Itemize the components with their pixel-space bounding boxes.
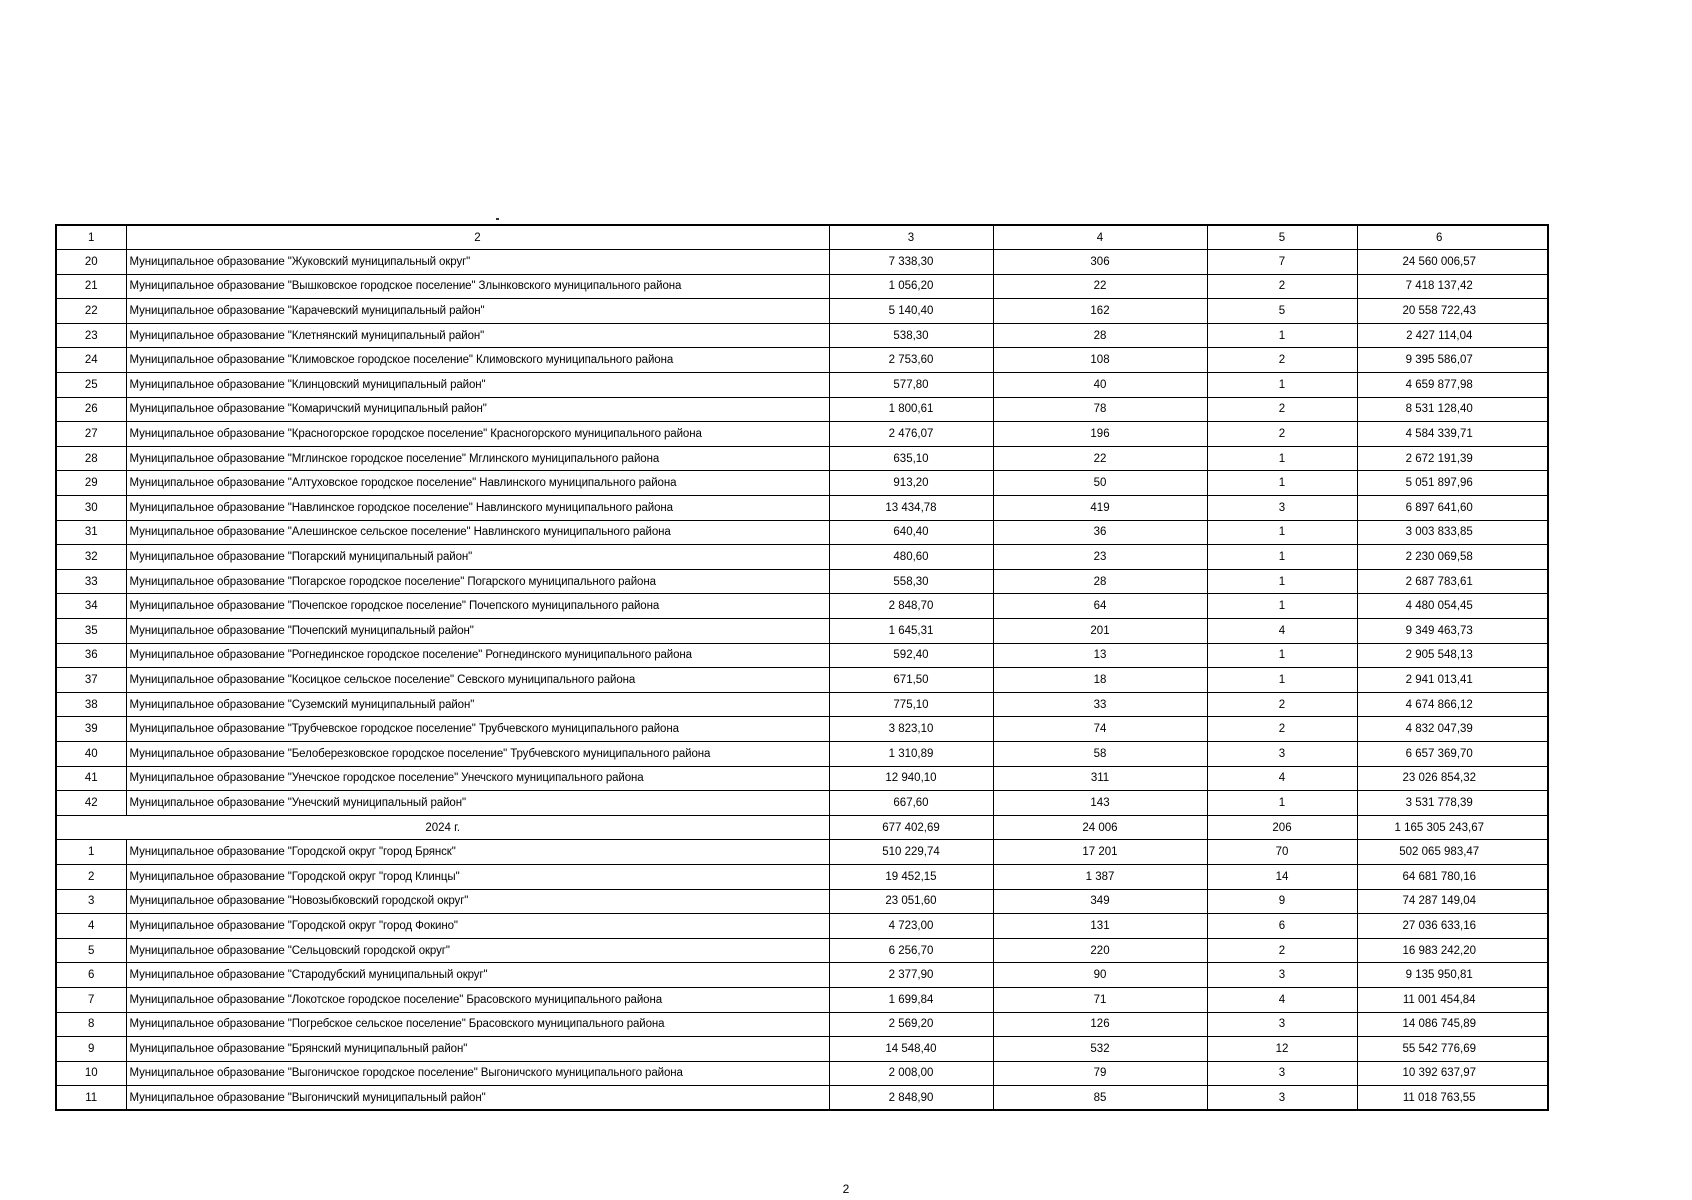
row-number-cell: 26 [56, 397, 126, 422]
area-cell: 775,10 [829, 692, 993, 717]
amount-cell: 2 427 114,04 [1357, 323, 1548, 348]
count-cell: 85 [993, 1086, 1207, 1111]
table-row [56, 446, 1548, 471]
count-cell: 196 [993, 422, 1207, 447]
table-row [56, 1037, 1548, 1062]
amount-cell: 9 395 586,07 [1357, 348, 1548, 373]
count-cell: 162 [993, 299, 1207, 324]
objects-cell: 1 [1207, 569, 1357, 594]
row-number-cell: 20 [56, 250, 126, 275]
row-number-cell: 38 [56, 692, 126, 717]
municipality-name-cell: Муниципальное образование "Унечское городское поселение" Унечского муниципального района [126, 766, 829, 791]
objects-cell: 9 [1207, 889, 1357, 914]
area-cell: 19 452,15 [829, 864, 993, 889]
objects-cell: 4 [1207, 619, 1357, 644]
column-number-cell: 6 [1357, 225, 1548, 250]
count-cell: 64 [993, 594, 1207, 619]
table-row [56, 520, 1548, 545]
row-number-cell: 11 [56, 1086, 126, 1111]
municipality-name-cell: Муниципальное образование "Клинцовский муниципальный район" [126, 373, 829, 398]
table-row [56, 692, 1548, 717]
amount-cell: 74 287 149,04 [1357, 889, 1548, 914]
count-cell: 349 [993, 889, 1207, 914]
scan-speck [496, 218, 499, 220]
municipality-name-cell: Муниципальное образование "Сельцовский городской округ" [126, 938, 829, 963]
objects-cell: 14 [1207, 864, 1357, 889]
row-number-cell: 5 [56, 938, 126, 963]
area-cell: 1 310,89 [829, 741, 993, 766]
row-number-cell: 42 [56, 791, 126, 816]
table-row [56, 422, 1548, 447]
count-cell: 17 201 [993, 840, 1207, 865]
area-cell: 1 645,31 [829, 619, 993, 644]
amount-cell: 4 832 047,39 [1357, 717, 1548, 742]
objects-cell: 7 [1207, 250, 1357, 275]
table-row [56, 766, 1548, 791]
objects-cell: 3 [1207, 963, 1357, 988]
amount-cell: 502 065 983,47 [1357, 840, 1548, 865]
row-number-cell: 27 [56, 422, 126, 447]
area-cell: 538,30 [829, 323, 993, 348]
area-cell: 2 476,07 [829, 422, 993, 447]
municipality-name-cell: Муниципальное образование "Погарское городское поселение" Погарского муниципального района [126, 569, 829, 594]
row-number-cell: 28 [56, 446, 126, 471]
amount-cell: 3 531 778,39 [1357, 791, 1548, 816]
municipality-name-cell: Муниципальное образование "Унечский муниципальный район" [126, 791, 829, 816]
count-cell: 220 [993, 938, 1207, 963]
amount-cell: 11 018 763,55 [1357, 1086, 1548, 1111]
count-cell: 23 [993, 545, 1207, 570]
table-row [56, 717, 1548, 742]
amount-cell: 20 558 722,43 [1357, 299, 1548, 324]
row-number-cell: 36 [56, 643, 126, 668]
municipality-name-cell: Муниципальное образование "Суземский муниципальный район" [126, 692, 829, 717]
municipality-name-cell: Муниципальное образование "Навлинское городское поселение" Навлинского муниципального района [126, 496, 829, 521]
count-cell: 74 [993, 717, 1207, 742]
objects-cell: 3 [1207, 496, 1357, 521]
area-cell: 2 569,20 [829, 1012, 993, 1037]
count-cell: 78 [993, 397, 1207, 422]
total-amount-cell: 1 165 305 243,67 [1357, 815, 1548, 840]
objects-cell: 4 [1207, 987, 1357, 1012]
municipality-name-cell: Муниципальное образование "Локотское городское поселение" Брасовского муниципального района [126, 987, 829, 1012]
count-cell: 108 [993, 348, 1207, 373]
area-cell: 7 338,30 [829, 250, 993, 275]
municipality-name-cell: Муниципальное образование "Городской округ "город Клинцы" [126, 864, 829, 889]
municipality-name-cell: Муниципальное образование "Красногорское городское поселение" Красногорского муниципального района [126, 422, 829, 447]
count-cell: 18 [993, 668, 1207, 693]
count-cell: 532 [993, 1037, 1207, 1062]
objects-cell: 1 [1207, 643, 1357, 668]
table-row [56, 545, 1548, 570]
column-number-cell: 2 [126, 225, 829, 250]
year-total-row [56, 815, 1548, 840]
objects-cell: 1 [1207, 668, 1357, 693]
municipality-name-cell: Муниципальное образование "Почепский муниципальный район" [126, 619, 829, 644]
amount-cell: 10 392 637,97 [1357, 1061, 1548, 1086]
table-row [56, 569, 1548, 594]
row-number-cell: 4 [56, 914, 126, 939]
count-cell: 50 [993, 471, 1207, 496]
amount-cell: 23 026 854,32 [1357, 766, 1548, 791]
row-number-cell: 7 [56, 987, 126, 1012]
column-number-cell: 5 [1207, 225, 1357, 250]
objects-cell: 1 [1207, 446, 1357, 471]
municipality-name-cell: Муниципальное образование "Рогнединское городское поселение" Рогнединского муниципального района [126, 643, 829, 668]
count-cell: 33 [993, 692, 1207, 717]
row-number-cell: 21 [56, 274, 126, 299]
municipality-name-cell: Муниципальное образование "Почепское городское поселение" Почепского муниципального района [126, 594, 829, 619]
table-row [56, 348, 1548, 373]
table-row [56, 1086, 1548, 1111]
table-row [56, 1061, 1548, 1086]
area-cell: 1 056,20 [829, 274, 993, 299]
objects-cell: 2 [1207, 717, 1357, 742]
amount-cell: 5 051 897,96 [1357, 471, 1548, 496]
area-cell: 2 848,90 [829, 1086, 993, 1111]
count-cell: 28 [993, 569, 1207, 594]
amount-cell: 55 542 776,69 [1357, 1037, 1548, 1062]
amount-cell: 6 657 369,70 [1357, 741, 1548, 766]
column-number-cell: 3 [829, 225, 993, 250]
area-cell: 2 753,60 [829, 348, 993, 373]
table-row [56, 496, 1548, 521]
amount-cell: 2 672 191,39 [1357, 446, 1548, 471]
count-cell: 90 [993, 963, 1207, 988]
municipality-name-cell: Муниципальное образование "Стародубский муниципальный округ" [126, 963, 829, 988]
municipality-name-cell: Муниципальное образование "Городской округ "город Фокино" [126, 914, 829, 939]
area-cell: 635,10 [829, 446, 993, 471]
objects-cell: 12 [1207, 1037, 1357, 1062]
objects-cell: 1 [1207, 545, 1357, 570]
row-number-cell: 2 [56, 864, 126, 889]
municipality-name-cell: Муниципальное образование "Погарский муниципальный район" [126, 545, 829, 570]
municipality-name-cell: Муниципальное образование "Косицкое сельское поселение" Севского муниципального района [126, 668, 829, 693]
amount-cell: 11 001 454,84 [1357, 987, 1548, 1012]
area-cell: 558,30 [829, 569, 993, 594]
area-cell: 2 377,90 [829, 963, 993, 988]
count-cell: 36 [993, 520, 1207, 545]
year-label-cell: 2024 г. [56, 815, 829, 840]
row-number-cell: 37 [56, 668, 126, 693]
table-body [56, 225, 1548, 1110]
area-cell: 671,50 [829, 668, 993, 693]
municipality-name-cell: Муниципальное образование "Выгоничский муниципальный район" [126, 1086, 829, 1111]
row-number-cell: 25 [56, 373, 126, 398]
count-cell: 126 [993, 1012, 1207, 1037]
amount-cell: 2 230 069,58 [1357, 545, 1548, 570]
area-cell: 510 229,74 [829, 840, 993, 865]
row-number-cell: 23 [56, 323, 126, 348]
objects-cell: 2 [1207, 397, 1357, 422]
row-number-cell: 40 [56, 741, 126, 766]
area-cell: 3 823,10 [829, 717, 993, 742]
page-number: 2 [842, 1182, 850, 1196]
row-number-cell: 41 [56, 766, 126, 791]
table-row [56, 938, 1548, 963]
count-cell: 71 [993, 987, 1207, 1012]
count-cell: 143 [993, 791, 1207, 816]
row-number-cell: 10 [56, 1061, 126, 1086]
table-row [56, 914, 1548, 939]
area-cell: 2 848,70 [829, 594, 993, 619]
objects-cell: 2 [1207, 938, 1357, 963]
row-number-cell: 31 [56, 520, 126, 545]
area-cell: 480,60 [829, 545, 993, 570]
objects-cell: 1 [1207, 323, 1357, 348]
table-row [56, 373, 1548, 398]
table-row [56, 987, 1548, 1012]
data-table [55, 224, 1549, 1111]
count-cell: 22 [993, 274, 1207, 299]
area-cell: 1 699,84 [829, 987, 993, 1012]
amount-cell: 4 480 054,45 [1357, 594, 1548, 619]
municipality-name-cell: Муниципальное образование "Карачевский муниципальный район" [126, 299, 829, 324]
row-number-cell: 33 [56, 569, 126, 594]
count-cell: 40 [993, 373, 1207, 398]
area-cell: 6 256,70 [829, 938, 993, 963]
municipality-name-cell: Муниципальное образование "Жуковский муниципальный округ" [126, 250, 829, 275]
amount-cell: 64 681 780,16 [1357, 864, 1548, 889]
total-objects-cell: 206 [1207, 815, 1357, 840]
municipality-name-cell: Муниципальное образование "Городской округ "город Брянск" [126, 840, 829, 865]
objects-cell: 3 [1207, 1012, 1357, 1037]
table-row [56, 299, 1548, 324]
row-number-cell: 30 [56, 496, 126, 521]
row-number-cell: 35 [56, 619, 126, 644]
column-number-cell: 1 [56, 225, 126, 250]
table-row [56, 274, 1548, 299]
municipality-name-cell: Муниципальное образование "Выгоничское городское поселение" Выгоничского муниципального района [126, 1061, 829, 1086]
objects-cell: 5 [1207, 299, 1357, 324]
municipality-name-cell: Муниципальное образование "Брянский муниципальный район" [126, 1037, 829, 1062]
count-cell: 131 [993, 914, 1207, 939]
count-cell: 419 [993, 496, 1207, 521]
area-cell: 14 548,40 [829, 1037, 993, 1062]
amount-cell: 4 584 339,71 [1357, 422, 1548, 447]
amount-cell: 4 659 877,98 [1357, 373, 1548, 398]
objects-cell: 2 [1207, 348, 1357, 373]
area-cell: 577,80 [829, 373, 993, 398]
table-row [56, 250, 1548, 275]
table-row [56, 397, 1548, 422]
objects-cell: 2 [1207, 692, 1357, 717]
count-cell: 13 [993, 643, 1207, 668]
area-cell: 2 008,00 [829, 1061, 993, 1086]
table-row [56, 840, 1548, 865]
table-row [56, 864, 1548, 889]
row-number-cell: 22 [56, 299, 126, 324]
municipality-name-cell: Муниципальное образование "Трубчевское городское поселение" Трубчевского муниципального района [126, 717, 829, 742]
row-number-cell: 24 [56, 348, 126, 373]
area-cell: 13 434,78 [829, 496, 993, 521]
table-row [56, 889, 1548, 914]
objects-cell: 1 [1207, 594, 1357, 619]
column-number-cell: 4 [993, 225, 1207, 250]
table-row [56, 741, 1548, 766]
row-number-cell: 32 [56, 545, 126, 570]
area-cell: 913,20 [829, 471, 993, 496]
count-cell: 311 [993, 766, 1207, 791]
row-number-cell: 3 [56, 889, 126, 914]
area-cell: 667,60 [829, 791, 993, 816]
row-number-cell: 34 [56, 594, 126, 619]
row-number-cell: 8 [56, 1012, 126, 1037]
table-row [56, 668, 1548, 693]
municipality-name-cell: Муниципальное образование "Белоберезковское городское поселение" Трубчевского муниципального района [126, 741, 829, 766]
count-cell: 58 [993, 741, 1207, 766]
amount-cell: 8 531 128,40 [1357, 397, 1548, 422]
table-row [56, 471, 1548, 496]
objects-cell: 3 [1207, 1061, 1357, 1086]
amount-cell: 27 036 633,16 [1357, 914, 1548, 939]
count-cell: 201 [993, 619, 1207, 644]
table-row [56, 643, 1548, 668]
area-cell: 592,40 [829, 643, 993, 668]
count-cell: 79 [993, 1061, 1207, 1086]
area-cell: 640,40 [829, 520, 993, 545]
objects-cell: 1 [1207, 520, 1357, 545]
count-cell: 306 [993, 250, 1207, 275]
total-count-cell: 24 006 [993, 815, 1207, 840]
amount-cell: 24 560 006,57 [1357, 250, 1548, 275]
total-area-cell: 677 402,69 [829, 815, 993, 840]
amount-cell: 16 983 242,20 [1357, 938, 1548, 963]
table-row [56, 791, 1548, 816]
amount-cell: 9 135 950,81 [1357, 963, 1548, 988]
municipality-name-cell: Муниципальное образование "Погребское сельское поселение" Брасовского муниципального района [126, 1012, 829, 1037]
objects-cell: 1 [1207, 373, 1357, 398]
municipality-name-cell: Муниципальное образование "Климовское городское поселение" Климовского муниципального района [126, 348, 829, 373]
municipality-name-cell: Муниципальное образование "Алешинское сельское поселение" Навлинского муниципального района [126, 520, 829, 545]
header-row [56, 225, 1548, 250]
table-row [56, 619, 1548, 644]
count-cell: 1 387 [993, 864, 1207, 889]
objects-cell: 1 [1207, 791, 1357, 816]
area-cell: 23 051,60 [829, 889, 993, 914]
objects-cell: 2 [1207, 422, 1357, 447]
amount-cell: 2 941 013,41 [1357, 668, 1548, 693]
amount-cell: 6 897 641,60 [1357, 496, 1548, 521]
objects-cell: 3 [1207, 1086, 1357, 1111]
count-cell: 28 [993, 323, 1207, 348]
amount-cell: 2 687 783,61 [1357, 569, 1548, 594]
municipality-name-cell: Муниципальное образование "Клетнянский муниципальный район" [126, 323, 829, 348]
row-number-cell: 1 [56, 840, 126, 865]
area-cell: 12 940,10 [829, 766, 993, 791]
objects-cell: 6 [1207, 914, 1357, 939]
municipality-name-cell: Муниципальное образование "Комаричский муниципальный район" [126, 397, 829, 422]
amount-cell: 7 418 137,42 [1357, 274, 1548, 299]
table-row [56, 1012, 1548, 1037]
area-cell: 4 723,00 [829, 914, 993, 939]
municipality-name-cell: Муниципальное образование "Вышковское городское поселение" Злынковского муниципального района [126, 274, 829, 299]
amount-cell: 3 003 833,85 [1357, 520, 1548, 545]
amount-cell: 14 086 745,89 [1357, 1012, 1548, 1037]
objects-cell: 4 [1207, 766, 1357, 791]
row-number-cell: 29 [56, 471, 126, 496]
table-row [56, 594, 1548, 619]
amount-cell: 2 905 548,13 [1357, 643, 1548, 668]
objects-cell: 3 [1207, 741, 1357, 766]
objects-cell: 1 [1207, 471, 1357, 496]
municipality-name-cell: Муниципальное образование "Алтуховское городское поселение" Навлинского муниципального района [126, 471, 829, 496]
count-cell: 22 [993, 446, 1207, 471]
row-number-cell: 39 [56, 717, 126, 742]
objects-cell: 70 [1207, 840, 1357, 865]
amount-cell: 4 674 866,12 [1357, 692, 1548, 717]
table-row [56, 963, 1548, 988]
objects-cell: 2 [1207, 274, 1357, 299]
area-cell: 1 800,61 [829, 397, 993, 422]
table-row [56, 323, 1548, 348]
row-number-cell: 9 [56, 1037, 126, 1062]
municipality-name-cell: Муниципальное образование "Мглинское городское поселение" Мглинского муниципального района [126, 446, 829, 471]
amount-cell: 9 349 463,73 [1357, 619, 1548, 644]
area-cell: 5 140,40 [829, 299, 993, 324]
row-number-cell: 6 [56, 963, 126, 988]
municipality-name-cell: Муниципальное образование "Новозыбковский городской округ" [126, 889, 829, 914]
